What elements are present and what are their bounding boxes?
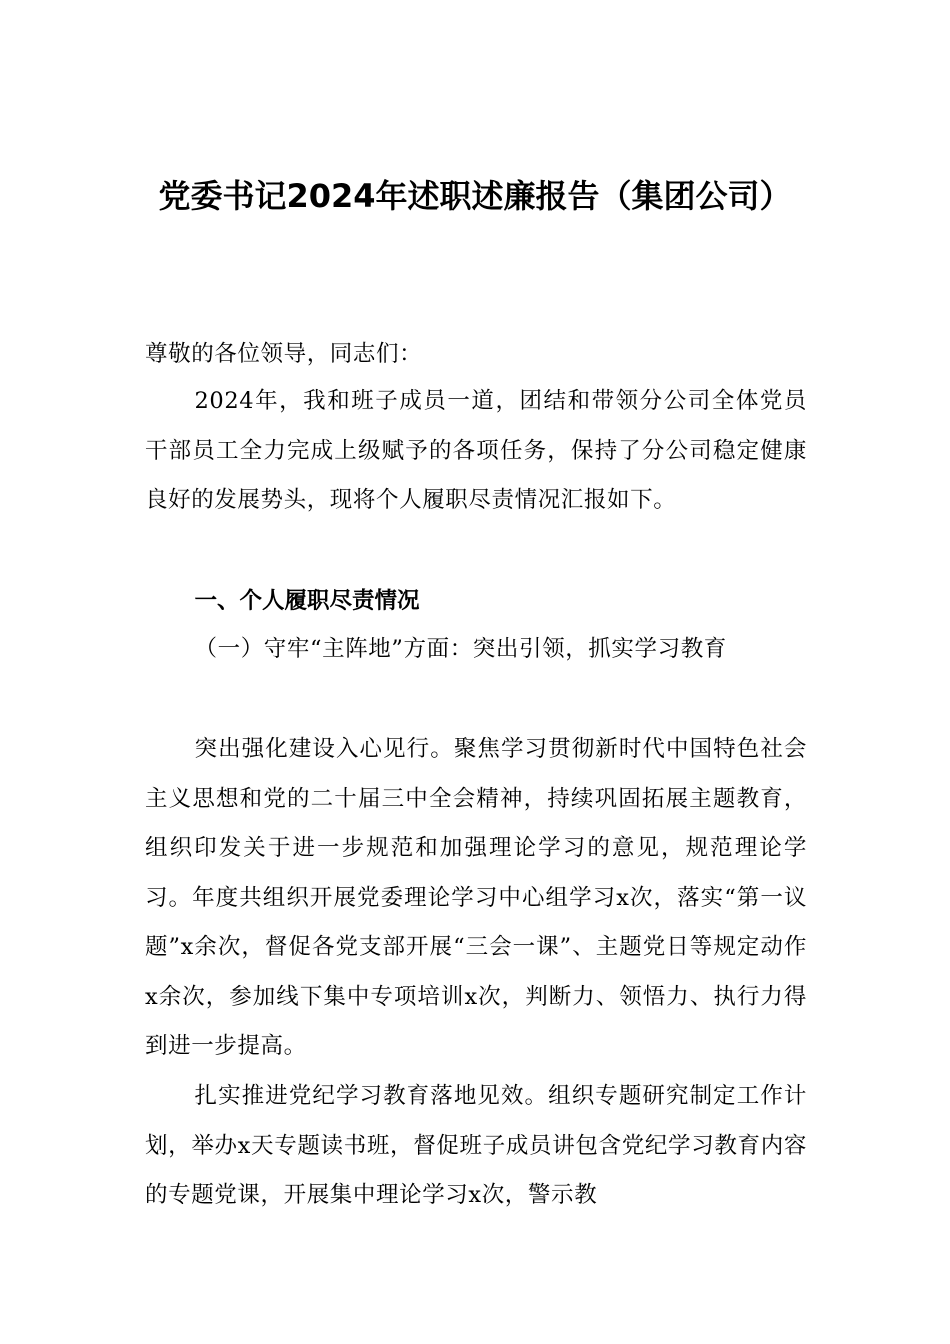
intro-paragraph: 2024年，我和班子成员一道，团结和带领分公司全体党员干部员工全力完成上级赋予的各项任务，保持了分公司稳定健康良好的发展势头，现将个人履职尽责情况汇报如下。: [145, 388, 807, 513]
subsection-heading: （一）守牢“主阵地”方面：突出引领，抓实学习教育: [194, 636, 727, 662]
salutation: 尊敬的各位领导，同志们：: [145, 341, 423, 367]
section-heading: 一、个人履职尽责情况: [194, 588, 420, 614]
document-title: 党委书记2024年述职述廉报告（集团公司）: [158, 177, 792, 215]
body-paragraph: 突出强化建设入心见行。聚焦学习贯彻新时代中国特色社会主义思想和党的二十届三中全会精神，持续巩固拓展主题教育，组织印发关于进一步规范和加强理论学习的意见，规范理论学习。年度共组织开展党委理论学习中心组学习x次，落实“第一议题”x余次，督促各党支部开展“三会一课”、主题党日等规定动作x余次，参加线下集中专项培训x次，判断力、领悟力、执行力得到进一步提高。: [145, 736, 807, 1059]
body-paragraph: 扎实推进党纪学习教育落地见效。组织专题研究制定工作计划，举办x天专题读书班，督促班子成员讲包含党纪学习教育内容的专题党课，开展集中理论学习x次，警示教: [145, 1083, 807, 1208]
